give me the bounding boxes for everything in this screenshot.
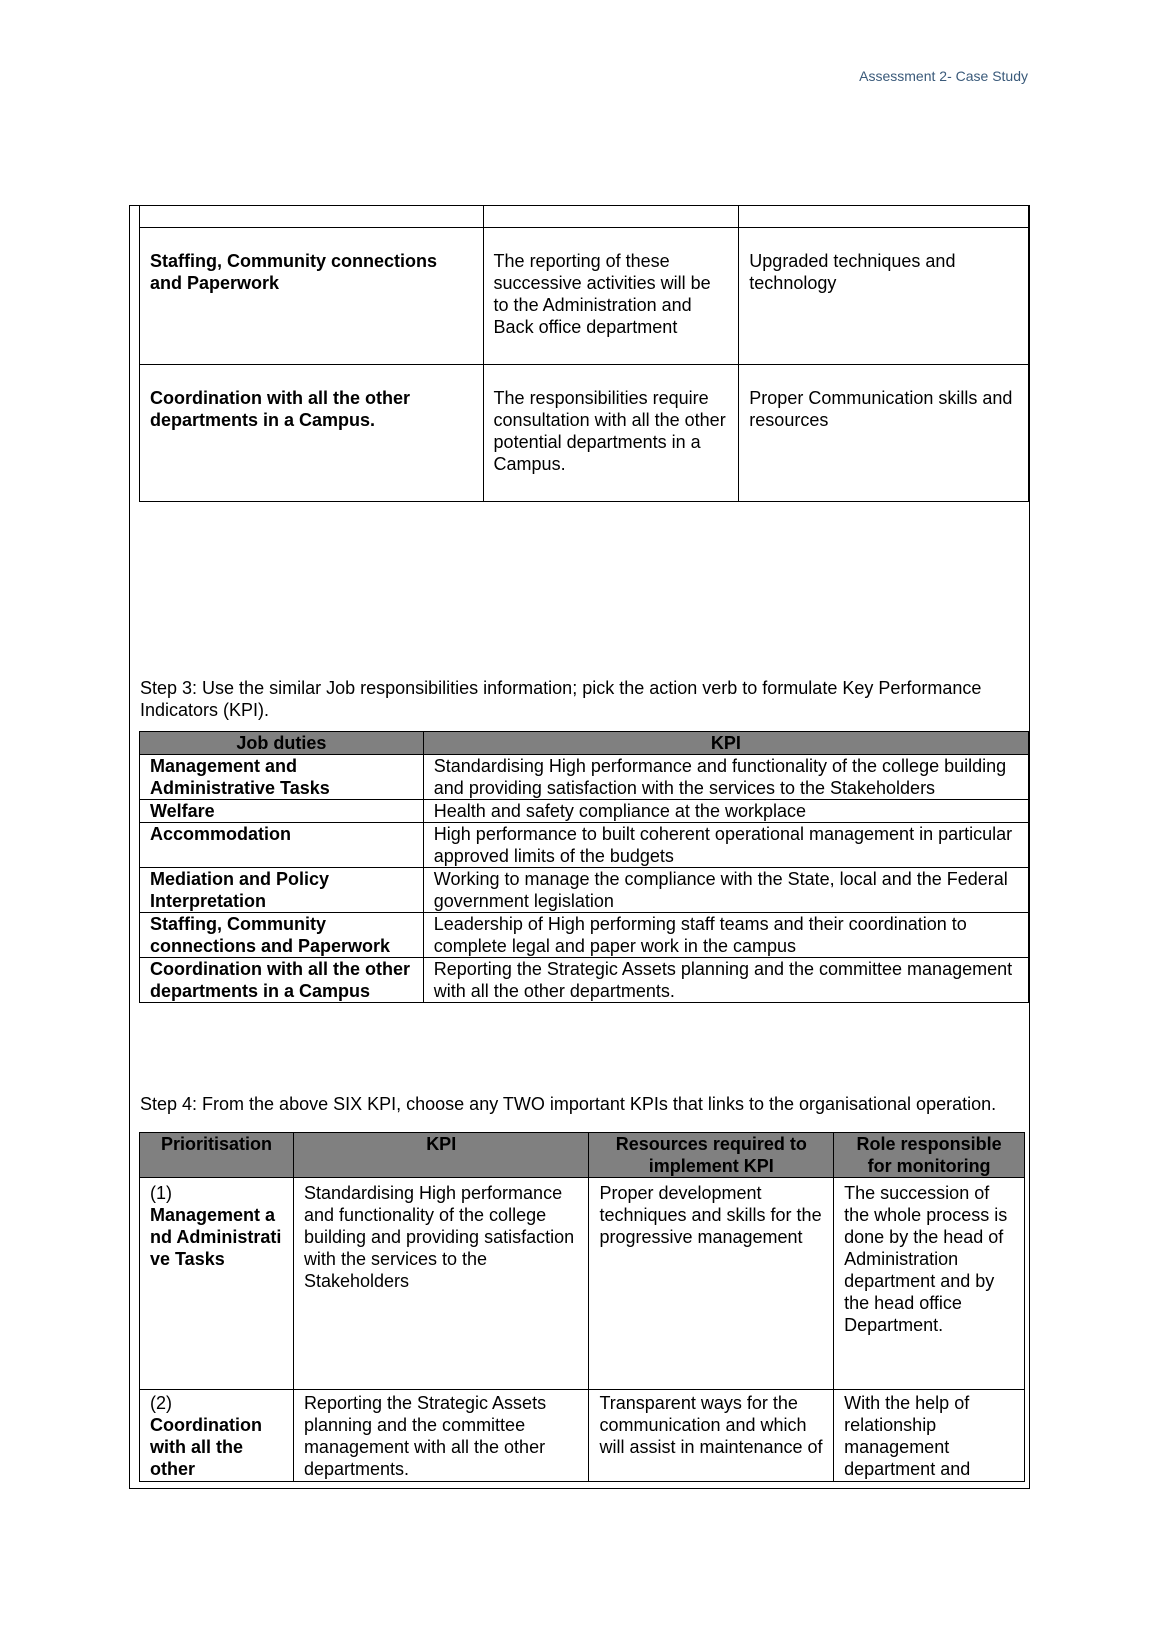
requirement-cell: Proper Communication skills and resources bbox=[739, 365, 1029, 502]
column-header: Prioritisation bbox=[140, 1133, 294, 1178]
kpi-cell: Working to manage the compliance with the State, local and the Federal government legislation bbox=[423, 868, 1028, 913]
priority-cell bbox=[140, 1178, 294, 1390]
kpi-cell: Leadership of High performing staff teams and their coordination to complete legal and paper work in the campus bbox=[423, 913, 1028, 958]
table-row bbox=[140, 228, 1029, 365]
table-cell bbox=[483, 206, 739, 228]
step3-instruction: Step 3: Use the similar Job responsibilities information; pick the action verb to formulate Key Performance Indicators (KPI). bbox=[140, 678, 982, 720]
table-row bbox=[140, 868, 1029, 913]
priority-number: (1) bbox=[150, 1183, 172, 1203]
responsibilities-table bbox=[139, 205, 1029, 502]
table-row bbox=[140, 1390, 1025, 1482]
table-row bbox=[140, 823, 1029, 868]
table-row bbox=[140, 365, 1029, 502]
duty-cell: Staffing, Community connections and Paperwork bbox=[140, 913, 424, 958]
duty-cell: Coordination with all the other departments in a Campus bbox=[140, 958, 424, 1003]
duty-cell: Coordination with all the other departments in a Campus. bbox=[140, 365, 484, 502]
table-cell bbox=[739, 206, 1029, 228]
kpi-cell: Reporting the Strategic Assets planning and the committee management with all the other departments. bbox=[423, 958, 1028, 1003]
table-row bbox=[140, 913, 1029, 958]
kpi-cell: Reporting the Strategic Assets planning and the committee management with all the other departments. bbox=[293, 1390, 589, 1482]
kpi-table bbox=[139, 731, 1029, 1003]
table-row bbox=[140, 800, 1029, 823]
column-header: KPI bbox=[293, 1133, 589, 1178]
column-header: Role responsible for monitoring bbox=[834, 1133, 1025, 1178]
duty-cell: Management and Administrative Tasks bbox=[140, 755, 424, 800]
table-header-row bbox=[140, 1133, 1025, 1178]
table-cell bbox=[140, 206, 484, 228]
priority-duty: Management and Administrative Tasks bbox=[150, 1205, 282, 1269]
kpi-cell: Standardising High performance and functionality of the college building and providing satisfaction with the services to the Stakeholders bbox=[423, 755, 1028, 800]
priority-number: (2) bbox=[150, 1393, 172, 1413]
column-header: KPI bbox=[423, 732, 1028, 755]
column-header: Resources required to implement KPI bbox=[589, 1133, 834, 1178]
resources-cell: Transparent ways for the communication and which will assist in maintenance of bbox=[589, 1390, 834, 1482]
reporting-cell: The responsibilities require consultation with all the other potential departments in a Campus. bbox=[483, 365, 739, 502]
duty-cell: Mediation and Policy Interpretation bbox=[140, 868, 424, 913]
priority-duty: Coordination with all the other bbox=[150, 1415, 262, 1479]
table-header-row bbox=[140, 732, 1029, 755]
role-cell: With the help of relationship management department and bbox=[834, 1390, 1025, 1482]
column-header: Job duties bbox=[140, 732, 424, 755]
kpi-cell: Health and safety compliance at the workplace bbox=[423, 800, 1028, 823]
kpi-cell: High performance to built coherent operational management in particular approved limits of the budgets bbox=[423, 823, 1028, 868]
reporting-cell: The reporting of these successive activities will be to the Administration and Back office department bbox=[483, 228, 739, 365]
prioritisation-table bbox=[139, 1132, 1025, 1482]
table-row bbox=[140, 1178, 1025, 1390]
duty-cell: Staffing, Community connections and Paperwork bbox=[140, 228, 484, 365]
role-cell: The succession of the whole process is done by the head of Administration department and by the head office Department. bbox=[834, 1178, 1025, 1390]
table-row bbox=[140, 206, 1029, 228]
kpi-cell: Standardising High performance and functionality of the college building and providing satisfaction with the services to the Stakeholders bbox=[293, 1178, 589, 1390]
duty-cell: Welfare bbox=[140, 800, 424, 823]
step4-instruction: Step 4: From the above SIX KPI, choose any TWO important KPIs that links to the organisational operation. bbox=[140, 1094, 997, 1114]
table-row bbox=[140, 755, 1029, 800]
resources-cell: Proper development techniques and skills for the progressive management bbox=[589, 1178, 834, 1390]
priority-cell bbox=[140, 1390, 294, 1482]
duty-cell: Accommodation bbox=[140, 823, 424, 868]
page-header-title: Assessment 2- Case Study bbox=[859, 68, 1028, 84]
table-row bbox=[140, 958, 1029, 1003]
requirement-cell: Upgraded techniques and technology bbox=[739, 228, 1029, 365]
